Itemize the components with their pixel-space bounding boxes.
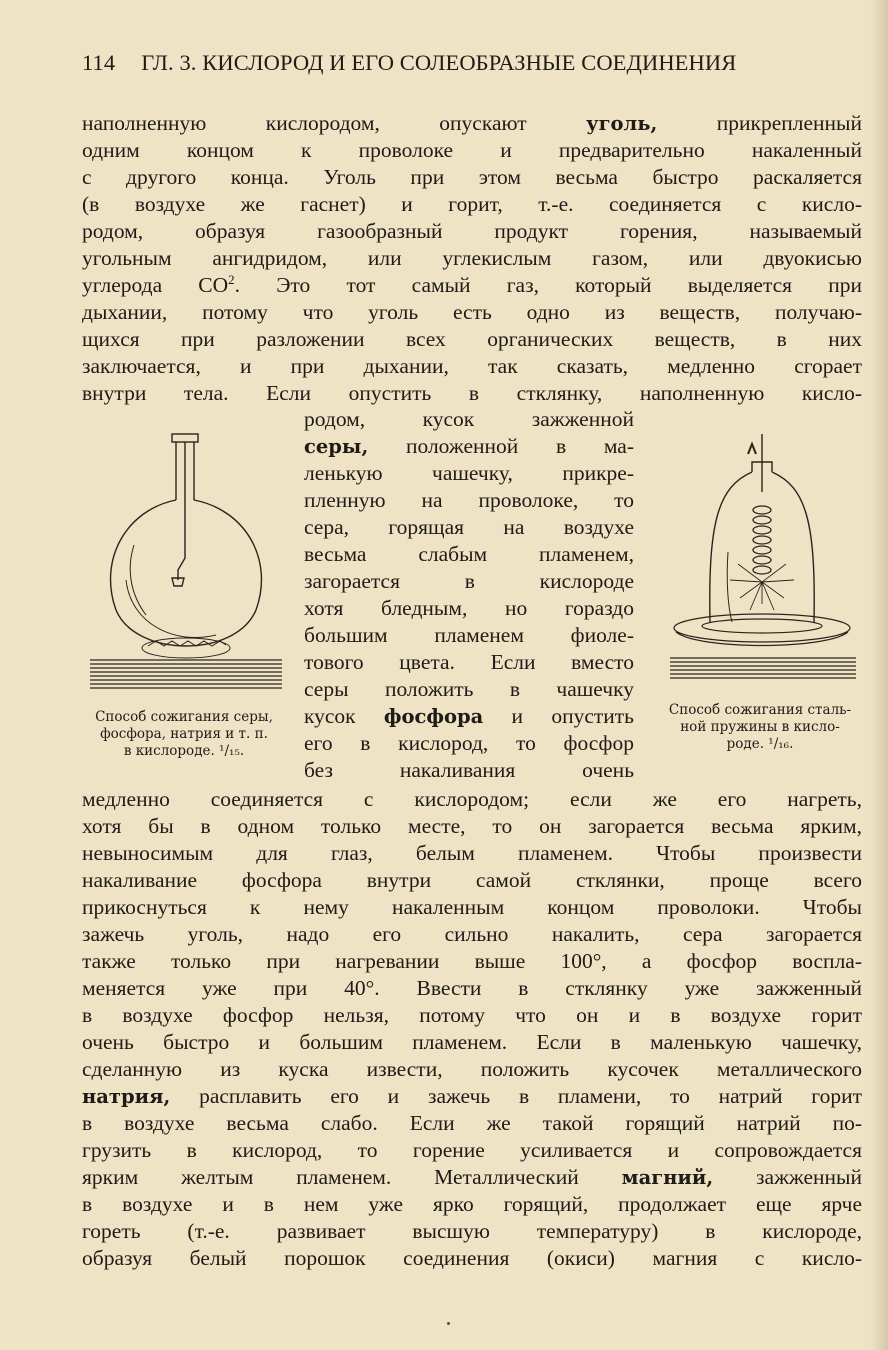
chapter-title: ГЛ. 3. КИСЛОРОД И ЕГО СОЛЕОБРАЗНЫЕ СОЕДИНЕНИЯ bbox=[141, 50, 737, 75]
bell-jar-illustration bbox=[668, 432, 858, 682]
text-line: очень быстро и большим пламенем. Если в маленькую чашечку, bbox=[82, 1030, 862, 1054]
text-line: в воздухе и в нем уже ярко горящий, продолжает еще ярче bbox=[82, 1192, 862, 1216]
text-line: в воздухе фосфор нельзя, потому что он и в воздухе горит bbox=[82, 1003, 862, 1027]
text-line: накаливание фосфора внутри самой стклянки, проще всего bbox=[82, 868, 862, 892]
text-line: углерода $СО^2$. Это тот самый газ, который выделяется при bbox=[82, 272, 862, 297]
bell-jar-left-wall bbox=[710, 472, 752, 622]
text-line: с другого конца. Уголь при этом весьма быстро раскаляется bbox=[82, 165, 862, 189]
column-text-line: родом, кусок зажженной bbox=[304, 407, 634, 431]
flask-table-hatching bbox=[90, 660, 282, 688]
text-line: (в воздухе же гаснет) и горит, т.-е. соединяется с кисло- bbox=[82, 192, 862, 216]
right-figure-caption: Способ сожигания сталь- ной пружины в кисло- роде. ¹/₁₆. bbox=[668, 702, 852, 752]
column-text-line: серы положить в чашечку bbox=[304, 677, 634, 701]
flask-bulb bbox=[111, 500, 262, 646]
page-number: 114 bbox=[82, 50, 116, 75]
text-line: одним концом к проволоке и предварительно накаленный bbox=[82, 138, 862, 162]
column-text-line: сера, горящая на воздухе bbox=[304, 515, 634, 539]
column-text-line: серы, положенной в ма- bbox=[304, 434, 634, 458]
text-line: в воздухе весьма слабо. Если же такой горящий натрий по- bbox=[82, 1111, 862, 1135]
text-line: также только при нагревании выше 100°, а фосфор воспла- bbox=[82, 949, 862, 973]
flask-illustration bbox=[86, 430, 286, 692]
column-text-line: кусок фосфора и опустить bbox=[304, 704, 634, 728]
column-text-line: загорается в кислороде bbox=[304, 569, 634, 593]
text-line: дыхании, потому что уголь есть одно из веществ, получаю- bbox=[82, 300, 862, 324]
column-text-line: его в кислород, то фосфор bbox=[304, 731, 634, 755]
text-line: меняется уже при 40°. Ввести в стклянку уже зажженный bbox=[82, 976, 862, 1000]
text-line: зажечь уголь, надо его сильно накалить, сера загорается bbox=[82, 922, 862, 946]
running-header bbox=[82, 50, 862, 80]
steel-spring bbox=[753, 506, 771, 574]
text-line: сделанную из куска извести, положить кусочек металлического bbox=[82, 1057, 862, 1081]
text-line: угольным ангидридом, или углекислым газом, или двуокисью bbox=[82, 246, 862, 270]
bell-jar-plate bbox=[674, 614, 850, 646]
bell-jar-right-wall bbox=[772, 472, 814, 622]
text-line: заключается, и при дыхании, так сказать, медленно сгорает bbox=[82, 354, 862, 378]
left-figure-caption: Способ сожигания серы, фосфора, натрия и т. п. в кислороде. ¹/₁₅. bbox=[95, 709, 273, 759]
superscript: 2 bbox=[228, 272, 235, 287]
text-line: ярким желтым пламенем. Металлический магний, зажженный bbox=[82, 1165, 862, 1189]
text-line: родом, образуя газообразный продукт горения, называемый bbox=[82, 219, 862, 243]
flask-stopper bbox=[172, 434, 198, 442]
print-speck bbox=[447, 1322, 450, 1325]
flask-dish bbox=[142, 638, 230, 658]
text-line: медленно соединяется с кислородом; если же его нагреть, bbox=[82, 787, 862, 811]
column-text-line: ленькую чашечку, прикре- bbox=[304, 461, 634, 485]
column-text-line: пленную на проволоке, то bbox=[304, 488, 634, 512]
text-line: щихся при разложении всех органических веществ, в них bbox=[82, 327, 862, 351]
column-text-line: весьма слабым пламенем, bbox=[304, 542, 634, 566]
column-text-line: хотя бледным, но гораздо bbox=[304, 596, 634, 620]
text-line: внутри тела. Если опустить в стклянку, наполненную кисло- bbox=[82, 381, 862, 405]
column-text-line: без накаливания очень bbox=[304, 758, 634, 782]
text-line: прикоснуться к нему накаленным концом проволоки. Чтобы bbox=[82, 895, 862, 919]
spring-sparks bbox=[730, 564, 794, 610]
text-line: наполненную кислородом, опускают уголь, прикрепленный bbox=[82, 111, 862, 135]
text-line: натрия, расплавить его и зажечь в пламени, то натрий горит bbox=[82, 1084, 862, 1108]
column-text-line: большим пламенем фиоле- bbox=[304, 623, 634, 647]
text-line: невыносимым для глаз, белым пламенем. Чтобы произвести bbox=[82, 841, 862, 865]
page-edge-shadow bbox=[870, 0, 888, 1350]
column-text-line: тового цвета. Если вместо bbox=[304, 650, 634, 674]
bell-jar-table-hatching bbox=[670, 658, 856, 678]
text-line: хотя бы в одном только месте, то он загорается весьма ярким, bbox=[82, 814, 862, 838]
text-line: гореть (т.-е. развивает высшую температуру) в кислороде, bbox=[82, 1219, 862, 1243]
flask-wire bbox=[178, 442, 185, 580]
text-line: грузить в кислород, то горение усиливается и сопровождается bbox=[82, 1138, 862, 1162]
text-line: образуя белый порошок соединения (окиси) магния с кисло- bbox=[82, 1246, 862, 1270]
